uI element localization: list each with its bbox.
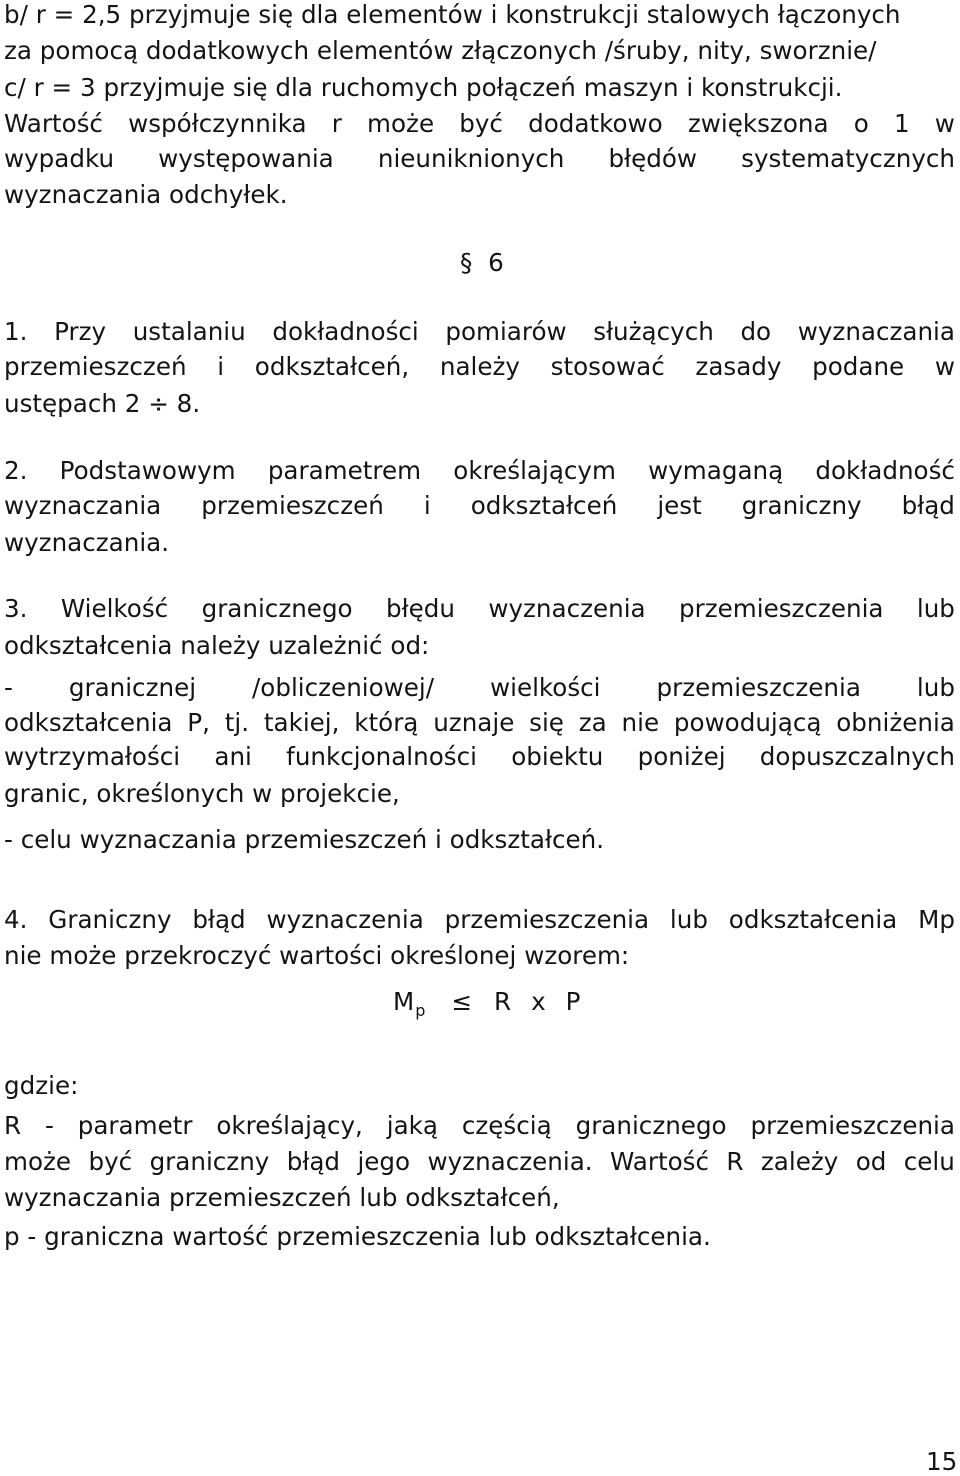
formula-operator: x	[531, 987, 546, 1016]
word: dokładności	[272, 317, 419, 346]
word: w	[934, 109, 955, 138]
text-line	[4, 1111, 955, 1140]
word: o	[853, 109, 869, 138]
text-line	[4, 673, 955, 702]
word: Mp	[918, 905, 955, 934]
word: Przy	[54, 317, 107, 346]
word: /obliczeniowej/	[252, 673, 435, 702]
text-line	[4, 317, 955, 346]
word: odkształceń,	[254, 352, 410, 381]
text-line	[4, 1147, 955, 1176]
word: i	[217, 352, 225, 381]
text-line	[4, 594, 955, 623]
word: 1	[893, 109, 910, 138]
formula-rhs-p: P	[565, 987, 581, 1016]
word: określający,	[216, 1111, 363, 1140]
section-symbol: §	[460, 248, 473, 277]
word: systematycznych	[741, 144, 955, 173]
text-line: wyznaczania odchyłek.	[4, 180, 288, 209]
word: i	[423, 491, 431, 520]
word: błąd	[192, 905, 246, 934]
text-line: p - graniczna wartość przemieszczenia lub odkształcenia.	[4, 1222, 711, 1251]
word: ustalaniu	[132, 317, 246, 346]
word: granicznej	[68, 673, 197, 702]
word: dodatkowo	[528, 109, 663, 138]
word: funkcjonalności	[286, 742, 477, 771]
word: przemieszczenia	[679, 594, 884, 623]
word: nieuniknionych	[377, 144, 565, 173]
word: odkształcenia	[4, 708, 173, 737]
word: 1.	[4, 317, 28, 346]
word: parametrem	[267, 456, 422, 485]
word: P,	[187, 708, 210, 737]
word: może	[367, 109, 435, 138]
word: przemieszczenia	[750, 1111, 955, 1140]
word: podane	[812, 352, 905, 381]
word: za	[578, 708, 607, 737]
text-line: b/ r = 2,5 przyjmuje się dla elementów i konstrukcji stalowych łączonych	[4, 0, 901, 29]
word: wyznaczania	[797, 317, 955, 346]
text-line	[4, 456, 955, 485]
word: przemieszczeń	[201, 491, 384, 520]
word: wypadku	[4, 144, 115, 173]
text-line: ustępach 2 ÷ 8.	[4, 389, 201, 418]
word: obiektu	[511, 742, 604, 771]
word: lub	[669, 905, 708, 934]
word: graniczny	[741, 491, 862, 520]
text-line	[4, 742, 955, 771]
word: się	[529, 708, 564, 737]
word: lub	[916, 673, 955, 702]
word: parametr	[77, 1111, 193, 1140]
word: Wartość	[610, 1147, 709, 1176]
formula-lhs: M	[393, 987, 415, 1016]
word: lub	[916, 594, 955, 623]
word: przemieszczenia	[656, 673, 861, 702]
text-line: gdzie:	[4, 1071, 79, 1100]
word: tj.	[224, 708, 250, 737]
word: graniczny	[149, 1147, 270, 1176]
word: granicznego	[201, 594, 353, 623]
word: wymaganą	[648, 456, 784, 485]
word: pomiarów	[445, 317, 567, 346]
word: nie	[621, 708, 660, 737]
formula-relation: ≤	[451, 987, 472, 1016]
section-number: 6	[488, 248, 504, 277]
word: Wielkość	[60, 594, 169, 623]
text-line: odkształcenia należy uzależnić od:	[4, 631, 430, 660]
word: wyznaczenia	[266, 905, 424, 934]
word: 2.	[4, 456, 28, 485]
word: uznaje	[433, 708, 515, 737]
word: wielkości	[490, 673, 601, 702]
word: występowania	[158, 144, 334, 173]
word: jego	[357, 1147, 411, 1176]
text-line: c/ r = 3 przyjmuje się dla ruchomych połączeń maszyn i konstrukcji.	[4, 73, 843, 102]
text-line: granic, określonych w projekcie,	[4, 779, 400, 808]
word: jest	[657, 491, 702, 520]
word: błędów	[608, 144, 698, 173]
text-line	[4, 708, 955, 737]
word: celu	[903, 1147, 955, 1176]
word: błąd	[901, 491, 955, 520]
word: stosować	[550, 352, 665, 381]
word: przemieszczeń	[4, 352, 187, 381]
word: R	[726, 1147, 744, 1176]
text-line: wyznaczania.	[4, 528, 170, 557]
text-line: nie może przekroczyć wartości określonej wzorem:	[4, 941, 630, 970]
page-number: 15	[926, 1447, 958, 1476]
section-heading	[460, 248, 504, 277]
word: R	[4, 1111, 22, 1140]
word: Podstawowym	[59, 456, 236, 485]
formula	[393, 987, 581, 1020]
word: błąd	[286, 1147, 341, 1176]
word: zależy	[760, 1147, 839, 1176]
word: wyznaczenia.	[427, 1147, 593, 1176]
text-line	[4, 109, 955, 138]
word: jaką	[386, 1111, 438, 1140]
text-line: za pomocą dodatkowych elementów złączonych /śruby, nity, sworznie/	[4, 36, 877, 65]
word: r	[331, 109, 342, 138]
word: dopuszczalnych	[759, 742, 955, 771]
word: służących	[593, 317, 714, 346]
text-line: - celu wyznaczania przemieszczeń i odkształceń.	[4, 825, 605, 854]
word: współczynnika	[128, 109, 307, 138]
word: 4.	[4, 905, 28, 934]
word: granicznego	[575, 1111, 727, 1140]
word: zasady	[695, 352, 782, 381]
word: częścią	[461, 1111, 552, 1140]
word: od	[855, 1147, 887, 1176]
text-line: wyznaczania przemieszczeń lub odkształceń,	[4, 1183, 560, 1212]
word: przemieszczenia	[444, 905, 650, 934]
word: -	[44, 1111, 54, 1140]
word: Wartość	[4, 109, 103, 138]
text-line	[4, 491, 955, 520]
word: zwiększona	[687, 109, 829, 138]
word: do	[740, 317, 772, 346]
formula-rhs-r: R	[494, 987, 512, 1016]
word: być	[459, 109, 503, 138]
word: ani	[214, 742, 252, 771]
text-line	[4, 905, 955, 934]
text-line	[4, 144, 955, 173]
word: 3.	[4, 594, 28, 623]
word: Graniczny	[48, 905, 172, 934]
word: wytrzymałości	[4, 742, 181, 771]
word: być	[88, 1147, 133, 1176]
word: wyznaczania	[4, 491, 162, 520]
text-line	[4, 352, 955, 381]
word: którą	[354, 708, 419, 737]
word: odkształcenia	[728, 905, 898, 934]
word: takiej,	[263, 708, 340, 737]
word: błędu	[386, 594, 455, 623]
word: poniżej	[637, 742, 726, 771]
word: obniżenia	[836, 708, 955, 737]
formula-lhs-subscript: p	[415, 1001, 426, 1020]
word: należy	[439, 352, 520, 381]
word: powodującą	[673, 708, 822, 737]
word: określającym	[453, 456, 616, 485]
word: w	[934, 352, 955, 381]
word: może	[4, 1147, 72, 1176]
word: odkształceń	[470, 491, 618, 520]
word: wyznaczenia	[488, 594, 646, 623]
word: -	[4, 673, 13, 702]
word: dokładność	[815, 456, 955, 485]
